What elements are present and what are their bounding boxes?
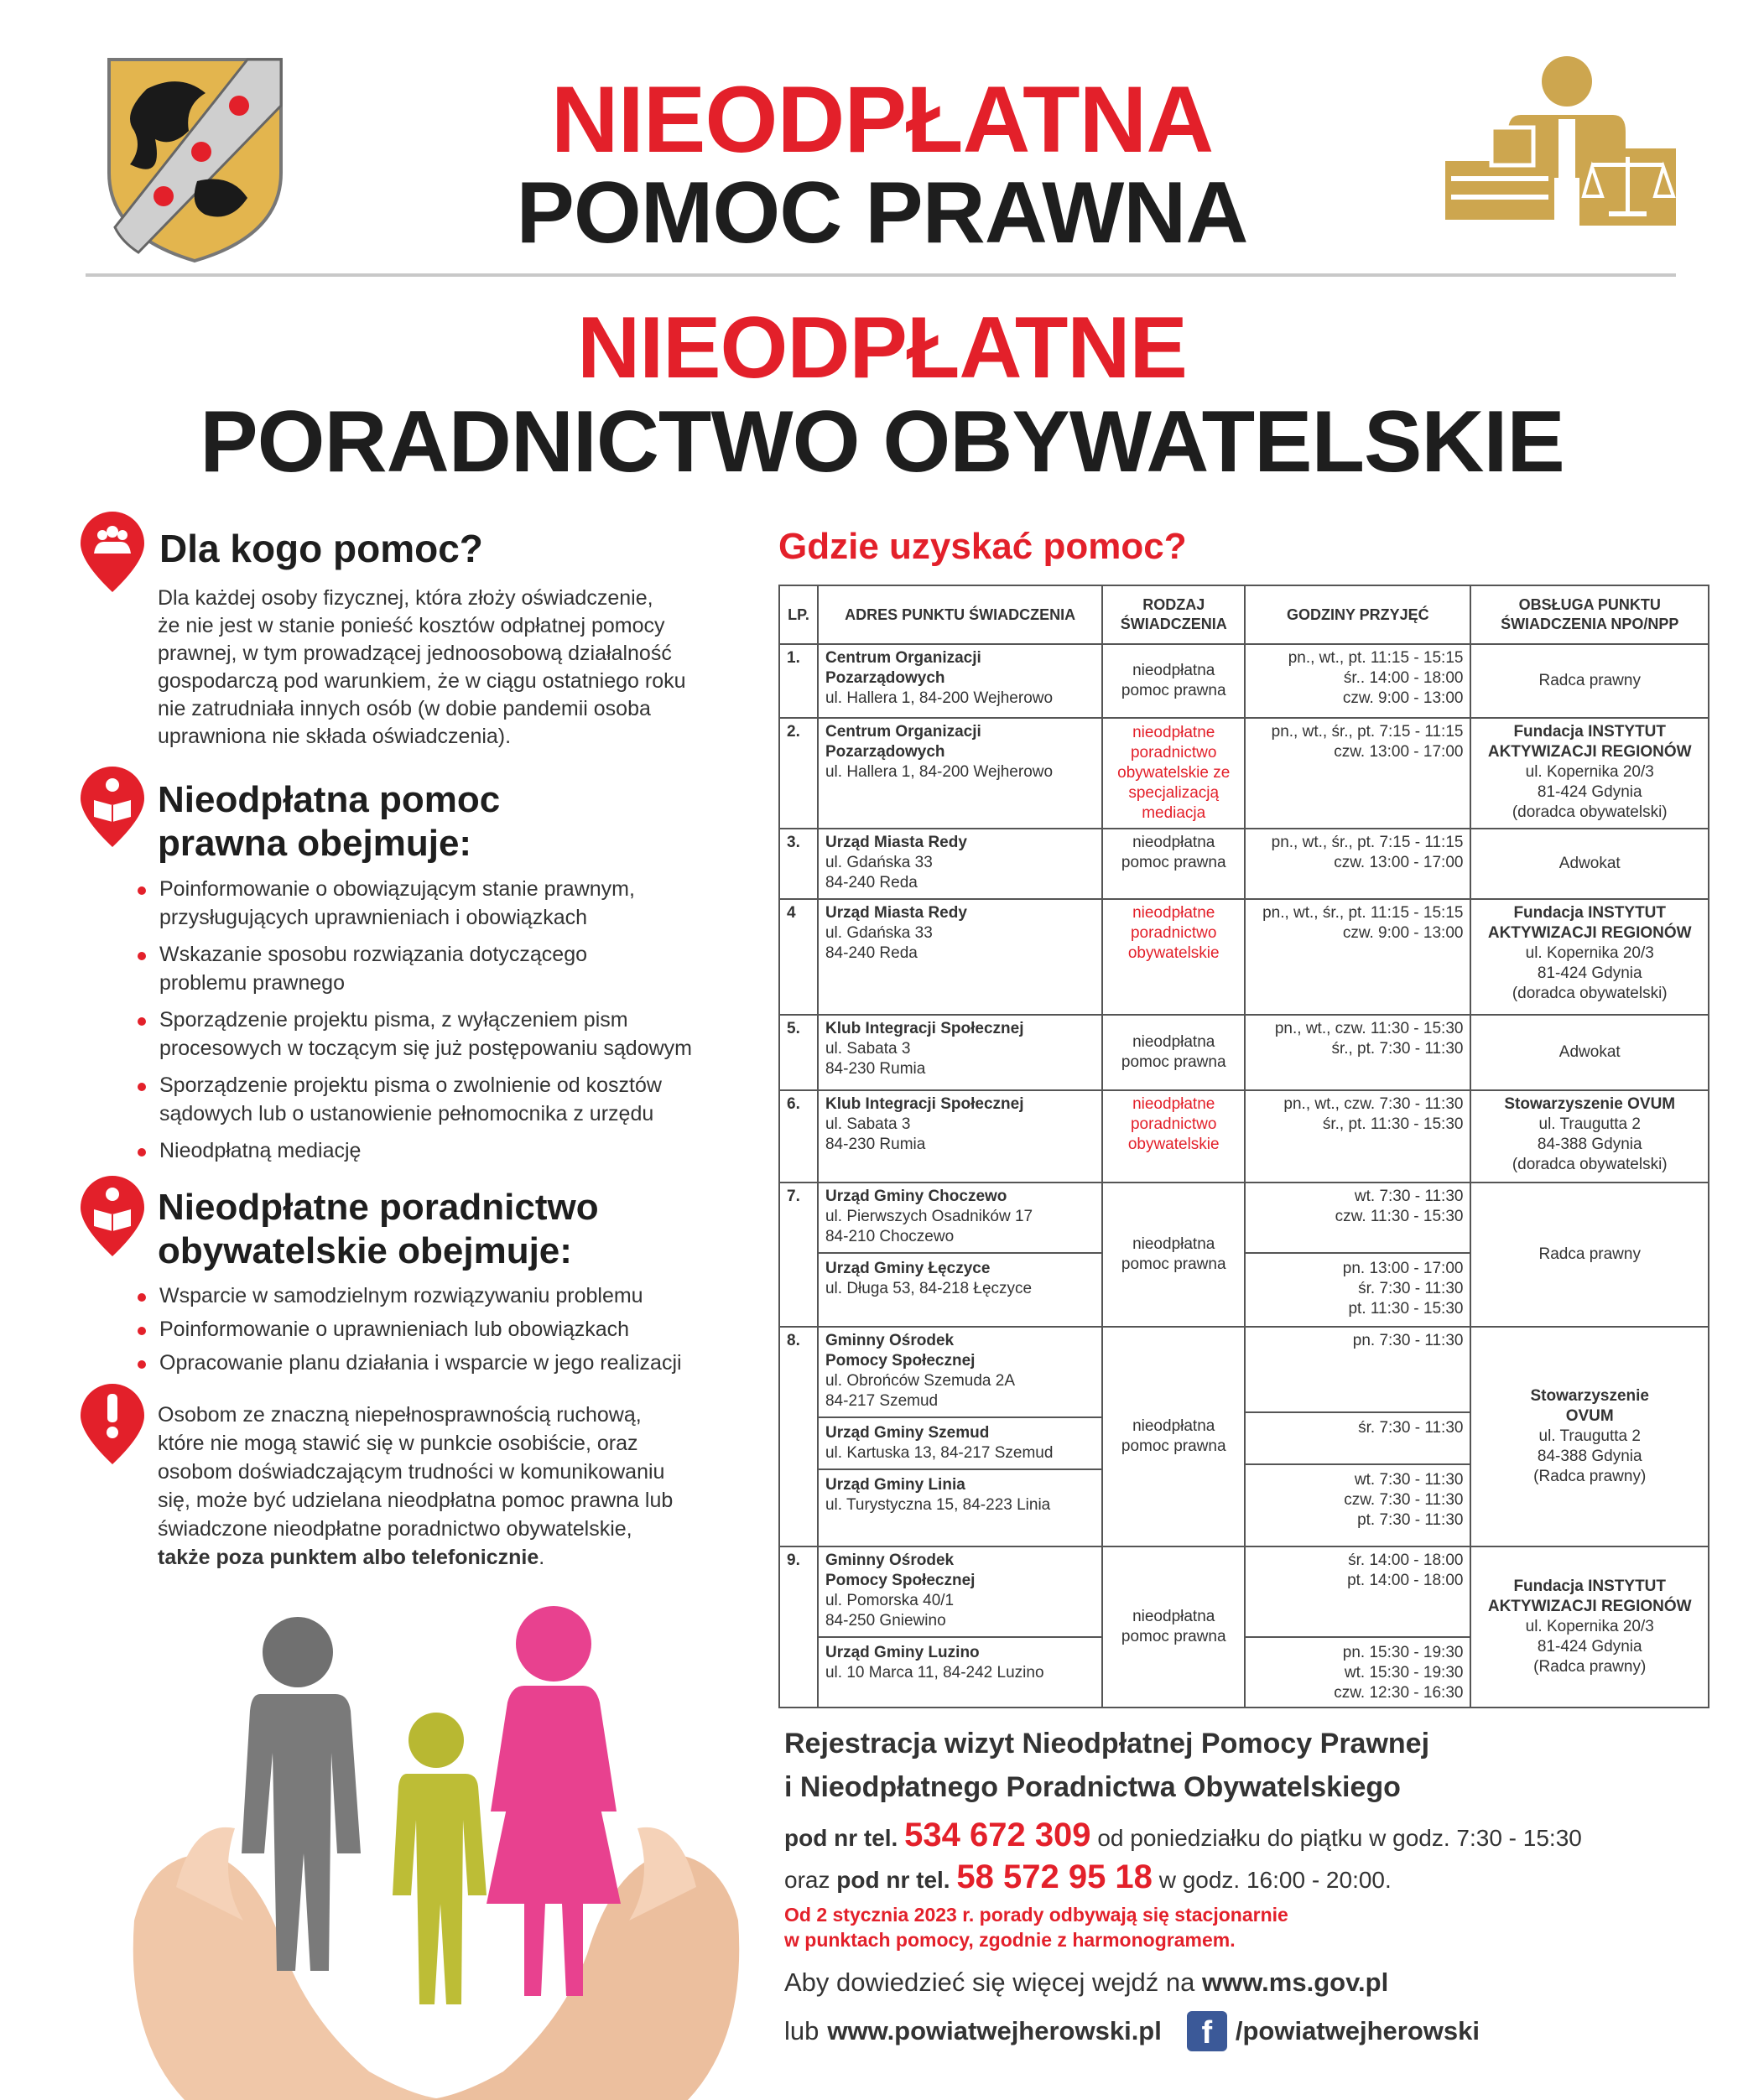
- title-line-4: PORADNICTWO OBYWATELSKIE: [200, 393, 1564, 491]
- cell-address: [818, 1183, 1102, 1327]
- cell-hours: [1245, 1183, 1470, 1327]
- point-name: Urząd Miasta Redy: [825, 834, 967, 851]
- table-row: [779, 829, 1709, 899]
- hours-line: czw. 13:00 - 17:00: [1334, 854, 1464, 871]
- text-line: że nie jest w stanie ponieść kosztów odpłatnej pomocy: [158, 614, 665, 637]
- hours-line: czw. 9:00 - 13:00: [1342, 924, 1464, 942]
- service-line: Adwokat: [1558, 1043, 1621, 1061]
- reader-pin-icon: [79, 1174, 146, 1258]
- point-address: ul. Hallera 1, 84-200 Wejherowo: [825, 763, 1054, 781]
- phone-number-1[interactable]: 534 672 309: [904, 1817, 1091, 1853]
- phone-number-2[interactable]: 58 572 95 18: [956, 1858, 1153, 1895]
- hands-family-illustration: [117, 1602, 755, 2100]
- website-or: lub: [784, 2016, 820, 2045]
- text-line: [158, 1543, 762, 1572]
- website-row-2: [784, 2011, 1480, 2051]
- service-line: AKTYWIZACJI REGIONÓW: [1487, 924, 1692, 942]
- list-item: [134, 875, 772, 932]
- table-row: [779, 899, 1709, 1015]
- sub-hours: [1246, 1636, 1470, 1703]
- list-item: [134, 940, 772, 997]
- sub-point: [819, 1636, 1101, 1683]
- phone-label: pod nr tel.: [784, 1825, 898, 1851]
- cell-address: [818, 1090, 1102, 1183]
- point-address: 84-230 Rumia: [825, 1136, 926, 1153]
- point-address: ul. Sabata 3: [825, 1040, 911, 1058]
- table-row: [779, 718, 1709, 829]
- cell-lp: 7.: [779, 1183, 818, 1327]
- cell-address: [818, 644, 1102, 718]
- service-line: Fundacja INSTYTUT: [1513, 1578, 1667, 1595]
- cell-service: [1470, 1327, 1709, 1546]
- hours-line: śr. 14:00 - 18:00: [1348, 1552, 1464, 1569]
- ms-gov-link[interactable]: www.ms.gov.pl: [1201, 1967, 1389, 1997]
- point-address: 84-240 Reda: [825, 944, 918, 962]
- section-legal-title-line: prawna obejmuje:: [158, 823, 472, 864]
- cell-lp: 2.: [779, 718, 818, 829]
- text-line: prawnej, w tym prowadzącej jednoosobową działalność: [158, 642, 672, 665]
- type-line: nieodpłatna: [1132, 662, 1215, 679]
- note-line: Od 2 stycznia 2023 r. porady odbywają się stacjonarnie: [784, 1904, 1288, 1926]
- hours-line: śr. 7:30 - 11:30: [1358, 1419, 1464, 1437]
- point-name: Centrum Organizacji: [825, 649, 981, 667]
- exclamation-pin-icon: [79, 1382, 146, 1466]
- service-line: Fundacja INSTYTUT: [1513, 904, 1667, 922]
- hours-line: śr.. 14:00 - 18:00: [1343, 669, 1464, 687]
- point-address: 84-250 Gniewino: [825, 1612, 946, 1630]
- hours-line: śr., pt. 7:30 - 11:30: [1331, 1040, 1464, 1058]
- cell-type: [1102, 1015, 1245, 1090]
- point-address: ul. Pierwszych Osadników 17: [825, 1208, 1033, 1225]
- service-line: ul. Traugutta 2: [1538, 1427, 1641, 1445]
- cell-address: [818, 899, 1102, 1015]
- hours-line: pn. 13:00 - 17:00: [1342, 1260, 1464, 1277]
- cell-type: [1102, 829, 1245, 899]
- list-item: Opracowanie planu działania i wsparcie w jego realizacji: [134, 1349, 772, 1377]
- list-item-line: Poinformowanie o obowiązującym stanie prawnym,: [159, 877, 635, 901]
- hours-line: pn., wt., czw. 11:30 - 15:30: [1274, 1020, 1464, 1037]
- service-line: ul. Traugutta 2: [1538, 1115, 1641, 1133]
- hours-line: pt. 7:30 - 11:30: [1357, 1511, 1464, 1529]
- section-remote-text: [158, 1401, 762, 1572]
- people-pin-icon: [79, 510, 146, 594]
- hours-line: czw. 11:30 - 15:30: [1335, 1208, 1464, 1225]
- service-line: OVUM: [1565, 1407, 1614, 1425]
- table-row: [779, 1327, 1709, 1546]
- type-line: pomoc prawna: [1121, 1255, 1226, 1273]
- table-title: Gdzie uzyskać pomoc?: [778, 526, 1187, 567]
- cell-hours: [1245, 1327, 1470, 1546]
- point-address: ul. Kartuska 13, 84-217 Szemud: [825, 1444, 1054, 1462]
- list-item-line: sądowych lub o ustanowienie pełnomocnika z urzędu: [159, 1102, 654, 1125]
- type-line: nieodpłatna: [1132, 1033, 1215, 1051]
- type-line: nieodpłatna: [1132, 834, 1215, 851]
- stationary-note: [784, 1902, 1288, 1952]
- hours-line: czw. 9:00 - 13:00: [1342, 689, 1464, 707]
- facebook-icon[interactable]: f: [1187, 2011, 1227, 2051]
- service-line: Stowarzyszenie OVUM: [1504, 1095, 1676, 1113]
- point-name: Urząd Gminy Choczewo: [825, 1188, 1007, 1205]
- cell-service: [1470, 899, 1709, 1015]
- point-name: Pozarządowych: [825, 743, 945, 761]
- list-item-line: problemu prawnego: [159, 971, 345, 995]
- list-item: [134, 1071, 772, 1128]
- cell-address: [818, 718, 1102, 829]
- type-line: obywatelskie: [1127, 944, 1220, 962]
- point-address: 84-230 Rumia: [825, 1060, 926, 1078]
- text-line: osobom doświadczającym trudności w komunikowaniu: [158, 1460, 665, 1484]
- service-line: (doradca obywatelski): [1512, 1156, 1668, 1173]
- legal-help-list: [134, 875, 772, 1173]
- service-line: Radca prawny: [1538, 1245, 1641, 1263]
- service-line: Adwokat: [1558, 855, 1621, 872]
- list-item: Wsparcie w samodzielnym rozwiązywaniu problemu: [134, 1281, 772, 1310]
- section-civic-title: [158, 1186, 599, 1273]
- sub-point: [819, 1252, 1101, 1299]
- phone-hours-1: od poniedziałku do piątku w godz. 7:30 - 15:30: [1097, 1825, 1582, 1851]
- cell-hours: [1245, 829, 1470, 899]
- type-line: nieodpłatna: [1132, 1417, 1215, 1435]
- point-name: Urząd Miasta Redy: [825, 904, 967, 922]
- service-line: (Radca prawny): [1533, 1468, 1647, 1485]
- hours-line: czw. 13:00 - 17:00: [1334, 743, 1464, 761]
- cell-hours: [1245, 1090, 1470, 1183]
- section-civic-title-line: obywatelskie obejmuje:: [158, 1230, 572, 1271]
- table-row: [779, 644, 1709, 718]
- cell-hours: [1245, 718, 1470, 829]
- hours-line: śr., pt. 11:30 - 15:30: [1322, 1115, 1464, 1133]
- cell-service: [1470, 1546, 1709, 1708]
- type-line: poradnictwo: [1130, 744, 1217, 762]
- section-civic-title-line: Nieodpłatne poradnictwo: [158, 1187, 599, 1228]
- point-address: ul. Długa 53, 84-218 Łęczyce: [825, 1280, 1033, 1297]
- list-item-line: Wskazanie sposobu rozwiązania dotyczącego: [159, 943, 587, 966]
- hours-line: pn., wt., śr., pt. 7:15 - 11:15: [1271, 834, 1464, 851]
- type-line: pomoc prawna: [1121, 1053, 1226, 1071]
- section-legal-title-line: Nieodpłatna pomoc: [158, 779, 501, 820]
- list-item: Poinformowanie o uprawnieniach lub obowiązkach: [134, 1315, 772, 1344]
- sub-point: [819, 1468, 1101, 1515]
- point-address: ul. Gdańska 33: [825, 924, 933, 942]
- text-line: Osobom ze znaczną niepełnosprawnością ruchową,: [158, 1403, 642, 1427]
- hours-line: czw. 7:30 - 11:30: [1344, 1491, 1464, 1509]
- cell-lp: 8.: [779, 1327, 818, 1546]
- cell-hours: [1245, 1546, 1470, 1708]
- cell-type: [1102, 899, 1245, 1015]
- type-line: nieodpłatna: [1132, 1608, 1215, 1625]
- type-line: nieodpłatne: [1132, 904, 1215, 922]
- powiat-link[interactable]: www.powiatwejherowski.pl: [827, 2016, 1162, 2045]
- phone-row-1: [784, 1817, 1582, 1854]
- point-name: Urząd Gminy Linia: [825, 1476, 965, 1494]
- civic-help-list: [134, 1281, 772, 1382]
- text-line: nie zatrudniała innych osób (w dobie pandemii osoba: [158, 697, 651, 720]
- cell-service: [1470, 829, 1709, 899]
- phone-label: pod nr tel.: [836, 1867, 950, 1893]
- phone-conjunction: oraz: [784, 1867, 830, 1893]
- col-service-line: OBSŁUGA PUNKTU: [1518, 596, 1661, 613]
- reader-pin-icon: [79, 765, 146, 849]
- point-name: Klub Integracji Społecznej: [825, 1020, 1024, 1037]
- type-line: mediacja: [1142, 804, 1206, 822]
- cell-type: [1102, 644, 1245, 718]
- header-divider: [86, 273, 1676, 277]
- type-line: poradnictwo: [1130, 1115, 1217, 1133]
- list-item-line: procesowych w toczącym się już postępowaniu sądowym: [159, 1037, 692, 1060]
- hours-line: pn., wt., śr., pt. 7:15 - 11:15: [1271, 723, 1464, 741]
- type-line: poradnictwo: [1130, 924, 1217, 942]
- text-line: gospodarczą pod warunkiem, że w ciągu ostatniego roku: [158, 669, 686, 693]
- help-points-table: [778, 585, 1709, 1708]
- cell-address: [818, 1546, 1102, 1708]
- list-item: [134, 1006, 772, 1063]
- hours-line: śr. 7:30 - 11:30: [1358, 1280, 1464, 1297]
- sub-hours: [1246, 1463, 1470, 1531]
- service-line: 84-388 Gdynia: [1537, 1136, 1642, 1153]
- section-who-title: Dla kogo pomoc?: [159, 527, 483, 570]
- cell-hours: [1245, 644, 1470, 718]
- remote-bold-text: także poza punktem albo telefonicznie: [158, 1546, 539, 1569]
- service-line: Stowarzyszenie: [1530, 1387, 1649, 1405]
- cell-type: [1102, 1327, 1245, 1546]
- list-item-line: Sporządzenie projektu pisma, z wyłączeniem pism: [159, 1008, 628, 1032]
- cell-service: [1470, 1183, 1709, 1327]
- point-address: ul. Gdańska 33: [825, 854, 933, 871]
- type-line: pomoc prawna: [1121, 854, 1226, 871]
- col-service: [1470, 585, 1709, 644]
- service-line: (doradca obywatelski): [1512, 803, 1668, 821]
- type-line: obywatelskie: [1127, 1136, 1220, 1153]
- service-line: 81-424 Gdynia: [1537, 964, 1642, 982]
- hours-line: pn., wt., śr., pt. 11:15 - 15:15: [1262, 904, 1464, 922]
- point-address: ul. Turystyczna 15, 84-223 Linia: [825, 1496, 1051, 1514]
- cell-service: [1470, 1090, 1709, 1183]
- text-line: uprawniona nie składa oświadczenia).: [158, 725, 512, 748]
- hours-line: pn., wt., czw. 7:30 - 11:30: [1283, 1095, 1464, 1113]
- service-line: 84-388 Gdynia: [1537, 1448, 1642, 1465]
- cell-lp: 4: [779, 899, 818, 1015]
- cell-lp: 3.: [779, 829, 818, 899]
- cell-lp: 9.: [779, 1546, 818, 1708]
- point-name: Centrum Organizacji: [825, 723, 981, 741]
- service-line: ul. Kopernika 20/3: [1525, 763, 1654, 781]
- col-address: ADRES PUNKTU ŚWIADCZENIA: [818, 585, 1102, 644]
- phone-hours-2: w godz. 16:00 - 20:00.: [1158, 1867, 1392, 1893]
- col-type-line: RODZAJ: [1142, 596, 1205, 613]
- type-line: nieodpłatna: [1132, 1235, 1215, 1253]
- point-address: ul. Sabata 3: [825, 1115, 911, 1133]
- title-line-1: NIEODPŁATNA: [550, 67, 1214, 172]
- cell-type: [1102, 718, 1245, 829]
- point-address: ul. Hallera 1, 84-200 Wejherowo: [825, 689, 1054, 707]
- service-line: ul. Kopernika 20/3: [1525, 1618, 1654, 1635]
- cell-type: [1102, 1546, 1245, 1708]
- registration-title-line-1: Rejestracja wizyt Nieodpłatnej Pomocy Prawnej: [784, 1728, 1430, 1760]
- service-line: AKTYWIZACJI REGIONÓW: [1487, 743, 1692, 761]
- hours-line: wt. 7:30 - 11:30: [1354, 1471, 1464, 1489]
- note-line: w punktach pomocy, zgodnie z harmonogramem.: [784, 1929, 1236, 1951]
- type-line: specjalizacją: [1128, 784, 1220, 802]
- point-address: 84-210 Choczewo: [825, 1228, 955, 1245]
- point-name: Klub Integracji Społecznej: [825, 1095, 1024, 1113]
- text-line: które nie mogą stawić się w punkcie osobiście, oraz: [158, 1432, 638, 1455]
- hours-line: czw. 12:30 - 16:30: [1334, 1684, 1464, 1702]
- type-line: obywatelskie ze: [1117, 764, 1231, 782]
- facebook-link[interactable]: /powiatwejherowski: [1235, 2016, 1480, 2045]
- table-header-row: [779, 585, 1709, 644]
- type-line: pomoc prawna: [1121, 1628, 1226, 1645]
- service-line: Fundacja INSTYTUT: [1513, 723, 1667, 741]
- service-line: AKTYWIZACJI REGIONÓW: [1487, 1598, 1692, 1615]
- type-line: pomoc prawna: [1121, 682, 1226, 699]
- cell-lp: 6.: [779, 1090, 818, 1183]
- sub-hours: [1246, 1252, 1470, 1319]
- hours-line: pn., wt., pt. 11:15 - 15:15: [1288, 649, 1464, 667]
- text-line: się, może być udzielana nieodpłatna pomoc prawna lub: [158, 1489, 674, 1512]
- point-address: 84-217 Szemud: [825, 1392, 939, 1410]
- title-line-3: NIEODPŁATNE: [577, 299, 1187, 397]
- cell-service: [1470, 718, 1709, 829]
- section-who-text: [158, 585, 762, 751]
- point-name: Pomocy Społecznej: [825, 1572, 976, 1589]
- point-name: Gminny Ośrodek: [825, 1332, 955, 1349]
- point-address: ul. 10 Marca 11, 84-242 Luzino: [825, 1664, 1044, 1682]
- phone-row-2: [784, 1858, 1392, 1896]
- hours-line: pt. 11:30 - 15:30: [1348, 1300, 1464, 1318]
- text-line: Dla każdej osoby fizycznej, która złoży oświadczenie,: [158, 586, 653, 610]
- list-item-line: przysługujących uprawnieniach i obowiązkach: [159, 906, 587, 929]
- title-line-2: POMOC PRAWNA: [516, 164, 1248, 262]
- service-line: 81-424 Gdynia: [1537, 783, 1642, 801]
- website-row-1: [784, 1967, 1388, 1998]
- cell-lp: 1.: [779, 644, 818, 718]
- service-line: ul. Kopernika 20/3: [1525, 944, 1654, 962]
- cell-address: [818, 1327, 1102, 1546]
- hours-line: wt. 7:30 - 11:30: [1354, 1188, 1464, 1205]
- table-row: [779, 1090, 1709, 1183]
- type-line: nieodpłatne: [1132, 1095, 1215, 1113]
- col-service-line: ŚWIADCZENIA NPO/NPP: [1501, 616, 1679, 632]
- cell-address: [818, 1015, 1102, 1090]
- sub-hours: [1246, 1411, 1470, 1438]
- lawyer-scales-icon: [1441, 52, 1680, 228]
- hours-line: pt. 14:00 - 18:00: [1347, 1572, 1464, 1589]
- col-hours: GODZINY PRZYJĘĆ: [1245, 585, 1470, 644]
- registration-title-line-2: i Nieodpłatnego Poradnictwa Obywatelskiego: [784, 1771, 1401, 1803]
- list-item-line: Nieodpłatną mediację: [159, 1139, 362, 1162]
- cell-service: [1470, 644, 1709, 718]
- cell-service: [1470, 1015, 1709, 1090]
- point-address: ul. Obrońców Szemuda 2A: [825, 1372, 1015, 1390]
- cell-type: [1102, 1090, 1245, 1183]
- service-line: (doradca obywatelski): [1512, 985, 1668, 1002]
- type-line: pomoc prawna: [1121, 1437, 1226, 1455]
- table-row: [779, 1015, 1709, 1090]
- col-type-line: ŚWIADCZENIA: [1120, 616, 1227, 632]
- cell-type: [1102, 1183, 1245, 1327]
- point-name: Urząd Gminy Szemud: [825, 1424, 990, 1442]
- list-item: [134, 1136, 772, 1165]
- cell-address: [818, 829, 1102, 899]
- point-name: Pomocy Społecznej: [825, 1352, 976, 1370]
- cell-lp: 5.: [779, 1015, 818, 1090]
- section-legal-title: [158, 778, 500, 865]
- point-name: Pozarządowych: [825, 669, 945, 687]
- cell-hours: [1245, 899, 1470, 1015]
- table-row: [779, 1183, 1709, 1327]
- service-line: 81-424 Gdynia: [1537, 1638, 1642, 1656]
- point-address: ul. Pomorska 40/1: [825, 1592, 955, 1609]
- hours-line: pn. 15:30 - 19:30: [1342, 1644, 1464, 1661]
- remote-end-text: .: [539, 1546, 545, 1569]
- service-line: Radca prawny: [1538, 672, 1641, 689]
- list-item-line: Sporządzenie projektu pisma o zwolnienie od kosztów: [159, 1073, 662, 1097]
- col-type: [1102, 585, 1245, 644]
- table-row: [779, 1546, 1709, 1708]
- hours-line: pn. 7:30 - 11:30: [1352, 1332, 1464, 1349]
- text-line: świadczone nieodpłatne poradnictwo obywatelskie,: [158, 1517, 632, 1541]
- hours-line: wt. 15:30 - 19:30: [1344, 1664, 1464, 1682]
- website-intro: Aby dowiedzieć się więcej wejdź na: [784, 1967, 1195, 1997]
- point-name: Gminny Ośrodek: [825, 1552, 955, 1569]
- sub-point: [819, 1416, 1101, 1463]
- type-line: nieodpłatne: [1132, 724, 1215, 741]
- point-address: 84-240 Reda: [825, 874, 918, 891]
- col-lp: LP.: [779, 585, 818, 644]
- point-name: Urząd Gminy Łęczyce: [825, 1260, 991, 1277]
- cell-hours: [1245, 1015, 1470, 1090]
- point-name: Urząd Gminy Luzino: [825, 1644, 980, 1661]
- service-line: (Radca prawny): [1533, 1658, 1647, 1676]
